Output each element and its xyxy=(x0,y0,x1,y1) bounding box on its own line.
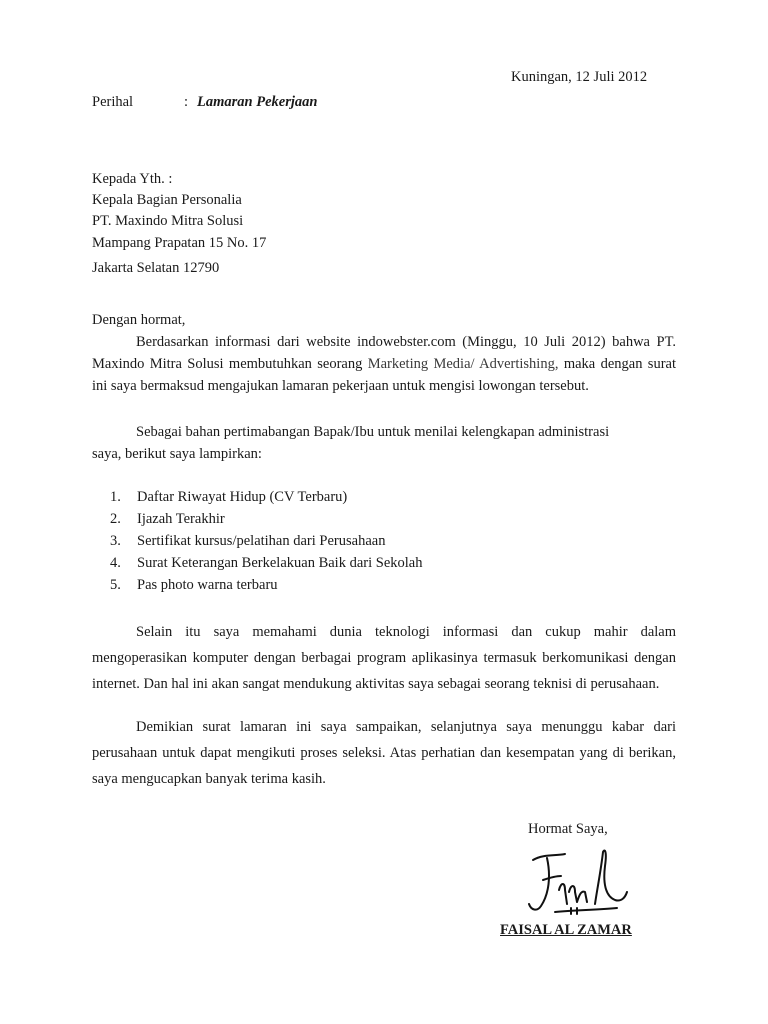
paragraph-closing xyxy=(92,714,676,792)
paragraph-text: saya, berikut saya lampirkan: xyxy=(92,446,262,462)
recipient-line: Kepala Bagian Personalia xyxy=(92,192,242,208)
letter-date: Kuningan, 12 Juli 2012 xyxy=(511,69,648,85)
signer-name: FAISAL AL ZAMAR xyxy=(500,922,632,938)
list-number: 3. xyxy=(110,533,121,549)
position-highlight: Marketing Media/ Advertishing, xyxy=(367,355,559,372)
paragraph-text: Sebagai bahan pertimabangan Bapak/Ibu untuk menilai kelengkapan administrasi xyxy=(136,424,610,440)
list-number: 5. xyxy=(110,577,121,593)
paragraph-intro xyxy=(92,332,676,397)
list-number: 4. xyxy=(110,555,121,571)
list-item xyxy=(110,486,422,508)
paragraph-attachments-intro xyxy=(92,421,676,465)
list-number: 1. xyxy=(110,489,121,505)
salutation: Dengan hormat, xyxy=(92,312,186,328)
recipient-line: Mampang Prapatan 15 No. 17 xyxy=(92,235,267,251)
subject-value: Lamaran Pekerjaan xyxy=(197,94,318,110)
paragraph-skills xyxy=(92,619,676,697)
signature-image xyxy=(525,846,635,926)
paragraph-text: Selain itu saya memahami dunia teknologi informasi dan cukup mahir dalam mengoperasikan komputer dengan berbagai program aplikasinya termasuk berkomunikasi dengan internet. Dan hal ini akan sangat mendukung aktivitas saya sebagai seorang teknisi di perusahaan. xyxy=(92,624,676,692)
list-text: Pas photo warna terbaru xyxy=(137,577,278,593)
paragraph-text: Berdasarkan informasi dari website indowebster.com (Minggu, 10 Juli 2012) bahwa PT. Maxindo Mitra Solusi membutuhkan seorang xyxy=(92,334,676,372)
recipient-line: Kepada Yth. : xyxy=(92,171,173,187)
paragraph-text: Demikian surat lamaran ini saya sampaikan, selanjutnya saya menunggu kabar dari perusahaan untuk dapat mengikuti proses seleksi. Atas perhatian dan kesempatan yang di berikan, saya mengucapkan banyak terima kasih. xyxy=(92,719,676,787)
list-number: 2. xyxy=(110,511,121,527)
attachment-list xyxy=(110,486,422,596)
list-item xyxy=(110,530,422,552)
subject-colon: : xyxy=(184,94,189,110)
list-text: Sertifikat kursus/pelatihan dari Perusahaan xyxy=(137,533,386,549)
list-item xyxy=(110,574,422,596)
list-item xyxy=(110,552,422,574)
closing-phrase: Hormat Saya, xyxy=(528,821,608,837)
paragraph-text: maka dengan surat ini saya bermaksud mengajukan lamaran pekerjaan untuk mengisi lowongan tersebut. xyxy=(92,355,676,394)
list-item xyxy=(110,508,422,530)
list-text: Daftar Riwayat Hidup (CV Terbaru) xyxy=(137,489,348,505)
list-text: Surat Keterangan Berkelakuan Baik dari Sekolah xyxy=(137,555,423,571)
recipient-line: Jakarta Selatan 12790 xyxy=(92,260,220,276)
list-text: Ijazah Terakhir xyxy=(137,511,225,527)
recipient-line: PT. Maxindo Mitra Solusi xyxy=(92,213,244,229)
subject-label: Perihal xyxy=(92,94,134,110)
